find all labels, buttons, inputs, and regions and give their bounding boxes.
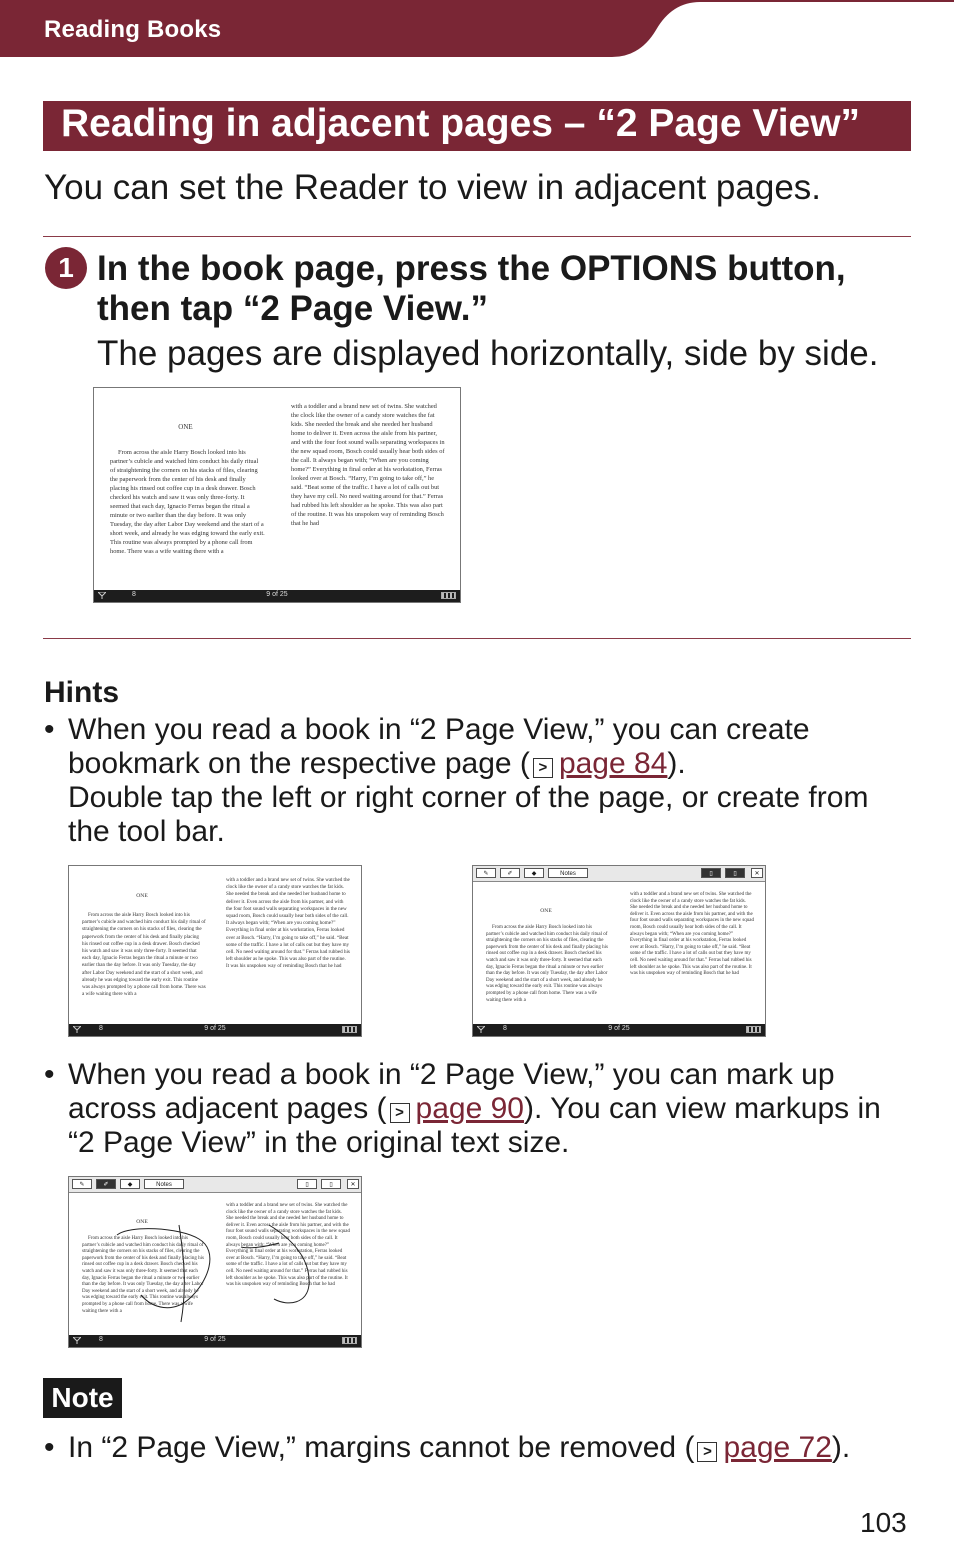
section-title-bar	[43, 101, 911, 151]
left-page-text: From across the aisle Harry Bosch looked into his partner’s cubicle and watched him conduct his daily ritual of straightening the corners on his stacks of files, clearing the paperwork from the center of his desk and finally placing his rinsed out coffee cup in a desk drawer. Bosch checked his watch and saw it was only three-forty. It seemed that each day, Ignacio Ferras began the ritual a minute or two earlier than the day before. It was only Tuesday, the day after Labor Day weekend and the start of a short week, and already he was edging toward the early exit. This routine was always prompted by a phone call from home. There was a wife waiting there with a	[110, 449, 265, 555]
status-page-number: 8	[99, 1025, 103, 1032]
step-description: The pages are displayed horizontally, side by side.	[97, 334, 879, 373]
hint-2-line1: When you read a book in “2 Page View,” you can mark up	[68, 1058, 835, 1091]
hint-2-text	[68, 1058, 881, 1160]
battery-icon	[342, 1337, 357, 1344]
left-page-text: From across the aisle Harry Bosch looked into his partner’s cubicle and watched him conduct his daily ritual of straightening the corners on his stacks of files, clearing the paperwork from the center of his desk and finally placing his rinsed out coffee cup in a desk drawer. Bosch checked his watch and saw it was only three-forty. It seemed that each day, Ignacio Ferras began the ritual a minute or two earlier than the day before. It was only Tuesday, the day after Labor Day weekend and the start of a short week, and already he was edging toward the early exit. This routine was always prompted by a phone call from home. There was a wife waiting there with a	[82, 1236, 204, 1314]
markup-drawing	[69, 1177, 362, 1348]
notes-button[interactable]: Notes	[548, 868, 588, 878]
reader-screenshot-bookmark	[68, 865, 362, 1037]
page-84-link[interactable]: page 84	[558, 747, 668, 780]
status-page-number: 8	[99, 1336, 103, 1343]
status-page-number: 8	[503, 1025, 507, 1032]
reader-right-page	[277, 388, 460, 590]
reader-status-bar	[473, 1024, 765, 1036]
left-page-text: From across the aisle Harry Bosch looked into his partner’s cubicle and watched him conduct his daily ritual of straightening the corners on his stacks of files, clearing the paperwork from the center of his desk and finally placing his rinsed out coffee cup in a desk drawer. Bosch checked his watch and saw it was only three-forty. It seemed that each day, Ignacio Ferras began the ritual a minute or two earlier than the day before. It was only Tuesday, the day after Labor Day weekend and the start of a short week, and already he was edging toward the early exit. This routine was always prompted by a phone call from home. There was a wife waiting there with a	[82, 912, 206, 998]
note-badge: Note	[43, 1378, 122, 1418]
battery-icon	[342, 1026, 357, 1033]
step-title	[97, 249, 846, 329]
close-icon[interactable]: ✕	[347, 1179, 359, 1189]
header-section-label: Reading Books	[44, 16, 222, 43]
reference-arrow-icon: >	[390, 1103, 410, 1123]
right-page-text: with a toddler and a brand new set of twins. She watched the clock like the owner of a candy store watches the fat kids. She needed the break and she needed her husband home to deliver it. Even across the aisle from his partner, and with the four foot sound walls separating workspaces in the new squad room, Bosch could usually hear both sides of the call. It always began with; “When are you coming home?” Everything in final order at his workstation, Ferras looked over at Bosch. “Harry, I’m going to take off,” he said. “Beat some of the traffic. I have a lot of calls out but they have my cell. No need waiting around for that.” Ferras had rubbed his left shoulder as he spoke. This was also part of the routine. It was his unspoken way of reminding Bosch that he had	[226, 877, 350, 970]
step-title-line1: In the book page, press the OPTIONS button,	[97, 249, 846, 288]
bookmark-right-icon[interactable]: ▯	[725, 868, 745, 878]
status-page-count: 9 of 25	[204, 1025, 226, 1032]
notes-button[interactable]: Notes	[144, 1179, 184, 1189]
reader-left-page	[94, 388, 278, 590]
status-page-count: 9 of 25	[608, 1025, 630, 1032]
battery-icon	[746, 1026, 761, 1033]
page-90-link[interactable]: page 90	[415, 1092, 524, 1125]
page-number: 103	[860, 1507, 907, 1538]
divider	[43, 638, 911, 639]
chapter-heading: ONE	[540, 908, 552, 914]
hint-2-line3: “2 Page View” in the original text size.	[68, 1126, 570, 1159]
reader-left-page	[473, 881, 620, 1024]
right-page-text: with a toddler and a brand new set of twins. She watched the clock like the owner of a candy store watches the fat kids. She needed the break and she needed her husband home to deliver it. Even across the aisle from his partner, and with the four foot sound walls separating workspaces in the new squad room, Bosch could usually hear both sides of the call. It always began with; “When are you coming home?” Everything in final order at his workstation, Ferras looked over at Bosch. “Harry, I’m going to take off,” he said. “Beat some of the traffic. I have a lot of calls out but they have my cell. No need waiting around for that.” Ferras had rubbed his left shoulder as he spoke. This was also part of the routine. It was his unspoken way of reminding Bosch that he had	[226, 1203, 350, 1288]
reader-right-page	[215, 866, 361, 1024]
reader-left-page	[69, 866, 216, 1024]
eraser-icon[interactable]: ◆	[524, 868, 544, 878]
bookmark-left-icon[interactable]: ▯	[701, 868, 721, 878]
bookmark-left-icon[interactable]: ▯	[297, 1179, 317, 1189]
reader-status-bar	[69, 1024, 361, 1036]
note-bullet	[44, 1431, 904, 1467]
reader-screenshot-markup	[68, 1176, 362, 1348]
pen-icon[interactable]: ✎	[72, 1179, 92, 1189]
close-icon[interactable]: ✕	[751, 868, 763, 878]
bullet-dot: •	[44, 713, 55, 746]
reader-screenshot-toolbar	[472, 865, 766, 1037]
bullet-dot: •	[44, 1058, 55, 1091]
highlighter-icon[interactable]: ✐	[96, 1179, 116, 1189]
hint-bullet-2	[44, 1058, 904, 1162]
battery-icon	[441, 592, 456, 599]
divider	[43, 236, 911, 237]
hint-2-line2: across adjacent pages ( > page 90). You can view markups in	[68, 1092, 881, 1125]
hint-1-line2: bookmark on the respective page ( > page 84).	[68, 747, 686, 780]
status-page-number: 8	[132, 591, 136, 598]
step-title-line2: then tap “2 Page View.”	[97, 289, 488, 328]
reference-arrow-icon: >	[533, 758, 553, 778]
reader-toolbar	[473, 866, 765, 882]
hint-1-text	[68, 713, 868, 849]
note-text: In “2 Page View,” margins cannot be removed ( > page 72).	[68, 1431, 851, 1464]
step-number-badge: 1	[45, 247, 87, 289]
reference-arrow-icon: >	[697, 1442, 717, 1462]
page-title: Reading in adjacent pages – “2 Page View”	[61, 102, 861, 145]
left-page-text: From across the aisle Harry Bosch looked into his partner’s cubicle and watched him conduct his daily ritual of straightening the corners on his stacks of files, clearing the paperwork from the center of his desk and finally placing his rinsed out coffee cup in a desk drawer. Bosch checked his watch and saw it was only three-forty. It seemed that each day, Ignacio Ferras began the ritual a minute or two earlier than the day before. It was only Tuesday, the day after Labor Day weekend and the start of a short week, and already he was edging toward the early exit. This routine was always prompted by a phone call from home. There was a wife waiting there with a	[486, 925, 608, 1003]
status-page-count: 9 of 25	[204, 1336, 226, 1343]
page-72-link[interactable]: page 72	[723, 1431, 832, 1464]
pen-icon[interactable]: ✎	[476, 868, 496, 878]
reader-toolbar	[69, 1177, 361, 1193]
hints-heading: Hints	[44, 676, 119, 709]
chapter-heading: ONE	[178, 423, 193, 431]
reader-screenshot-2page	[93, 387, 461, 603]
right-page-text: with a toddler and a brand new set of twins. She watched the clock like the owner of a candy store watches the fat kids. She needed the break and she needed her husband home to deliver it. Even across the aisle from his partner, and with the four foot sound walls separating workspaces in the new squad room, Bosch could usually hear both sides of the call. It always began with; “When are you coming home?” Everything in final order at his workstation, Ferras looked over at Bosch. “Harry, I’m going to take off,” he said. “Beat some of the traffic. I have a lot of calls out but they have my cell. No need waiting around for that.” Ferras had rubbed his left shoulder as he spoke. This was also part of the routine. It was his unspoken way of reminding Bosch that he had	[291, 403, 445, 527]
chapter-heading: ONE	[136, 1219, 148, 1225]
hint-1-line4: the tool bar.	[68, 815, 225, 848]
right-page-text: with a toddler and a brand new set of twins. She watched the clock like the owner of a candy store watches the fat kids. She needed the break and she needed her husband home to deliver it. Even across the aisle from his partner, and with the four foot sound walls separating workspaces in the new squad room, Bosch could usually hear both sides of the call. It always began with; “When are you coming home?” Everything in final order at his workstation, Ferras looked over at Bosch. “Harry, I’m going to take off,” he said. “Beat some of the traffic. I have a lot of calls out but they have my cell. No need waiting around for that.” Ferras had rubbed his left shoulder as he spoke. This was also part of the routine. It was his unspoken way of reminding Bosch that he had	[630, 892, 754, 977]
reader-status-bar	[69, 1335, 361, 1347]
chapter-heading: ONE	[136, 893, 148, 899]
reader-status-bar	[94, 590, 460, 602]
hint-1-line3: Double tap the left or right corner of the page, or create from	[68, 781, 869, 814]
reader-right-page	[619, 881, 765, 1024]
status-page-count: 9 of 25	[266, 591, 288, 598]
bookmark-right-icon[interactable]: ▯	[321, 1179, 341, 1189]
bullet-dot: •	[44, 1431, 55, 1464]
hint-bullet-1	[44, 713, 904, 853]
hint-1-line1: When you read a book in “2 Page View,” you can create	[68, 713, 810, 746]
highlighter-icon[interactable]: ✐	[500, 868, 520, 878]
eraser-icon[interactable]: ◆	[120, 1179, 140, 1189]
intro-text: You can set the Reader to view in adjacent pages.	[44, 168, 822, 207]
